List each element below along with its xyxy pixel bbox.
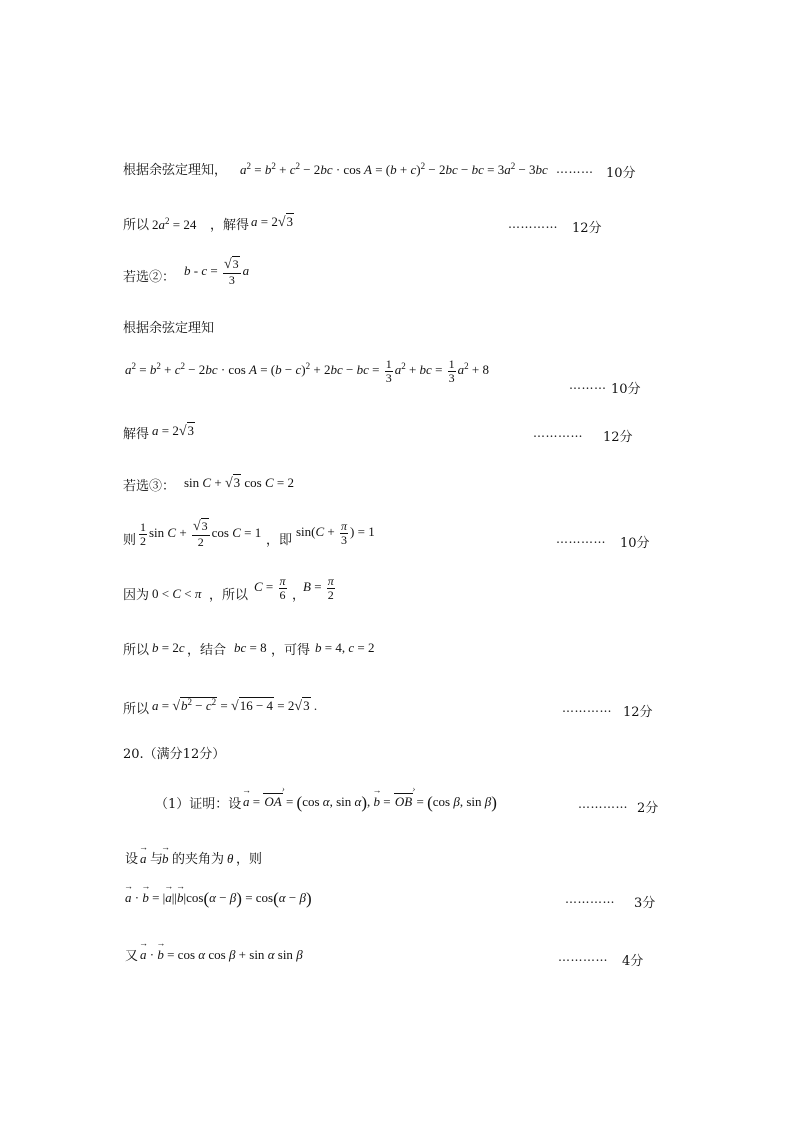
score: 3分	[634, 896, 656, 911]
formula-half-sinC: $\frac{1}{2}$ sin C + $\frac{√3}{2}$ cos C = 1	[140, 519, 262, 549]
line-proof-setup	[0, 786, 794, 826]
text-prefix: 若选③：	[123, 479, 176, 494]
score: 4分	[622, 954, 644, 969]
formula-a-sqrt: $a = √b^2 - c^2 = √16 - 4 = 2√3$ .	[152, 697, 318, 714]
text-prefix: 因为	[123, 588, 150, 603]
line-solve-a-1	[0, 205, 794, 245]
score: 12分	[572, 221, 602, 236]
formula-b-2c: b = 2c	[152, 640, 185, 655]
theta-symbol: θ	[227, 851, 234, 866]
score-dots: …………	[578, 797, 628, 811]
score: 10分	[606, 166, 636, 181]
formula-a-value: a = 2√3	[251, 214, 294, 230]
formula-2a2: $2a^2 = 24$	[152, 216, 197, 232]
text-prefix: 若选②：	[123, 270, 176, 285]
formula-c-value: C = $\frac{\pi}{6}$	[254, 574, 286, 602]
score-dots: …………	[562, 701, 612, 715]
score: 12分	[603, 430, 633, 445]
text-suffix: ，则	[236, 852, 263, 867]
score: 12分	[623, 705, 653, 720]
score-dots: …………	[533, 426, 583, 440]
formula-b-value: B = $\frac{\pi}{2}$	[303, 574, 334, 602]
line-dot-product-1	[0, 880, 794, 920]
text-mid2: ，	[292, 588, 306, 603]
formula-bc-8: bc = 8	[234, 640, 267, 655]
text-mid1: ，所以	[209, 588, 249, 603]
formula-a-squared: $a^2 = b^2 + c^2 - 2bc \cdot \cos A = (b + c)^2 - 2bc$ − bc = $3a^2 - 3bc$	[240, 161, 548, 177]
line-transform	[0, 520, 794, 560]
formula-dot-coords: → a · → b = cos α cos β + sin α sin β	[140, 948, 303, 961]
score: 2分	[637, 801, 659, 816]
text-mid2: 的夹角为	[172, 852, 225, 867]
score: 10分	[611, 382, 641, 397]
line-cosine-law-title	[0, 312, 794, 352]
text-prefix: 所以	[123, 218, 150, 233]
formula-b-c-values: b = 4, c = 2	[315, 640, 375, 655]
line-cosine-law-1	[0, 150, 794, 190]
text-mid: ，即	[266, 533, 293, 548]
text-mid1: ，结合	[187, 643, 227, 658]
formula-a-value-2: a = 2√3	[152, 423, 195, 439]
line-angle-range	[0, 575, 794, 615]
vector-b: → b	[162, 852, 169, 865]
text-mid1: 与	[150, 852, 164, 867]
formula-a-squared-2: $a^2 = b^2 + c^2 - 2bc \cdot \cos A = (b - c)^2 + 2bc$ − bc = $\frac{1}{3}$ $a^2$ + bc = $\frac{1}{3}$ $a^2 + 8$	[125, 357, 490, 385]
text-prefix: 则	[123, 533, 137, 548]
score-dots: …………	[565, 892, 615, 906]
text-prefix: 所以	[123, 643, 150, 658]
line-choice-2	[0, 258, 794, 298]
text-prefix: 设	[125, 852, 139, 867]
score-dots: …………	[508, 217, 558, 231]
line-choice-3	[0, 468, 794, 508]
score-dots: ………	[569, 378, 607, 392]
line-cosine-law-2	[0, 356, 794, 396]
text-prefix: （1）证明：设	[155, 797, 242, 812]
formula-b-minus-c: b - c = $\frac{√3}{3}$ a	[184, 257, 250, 287]
line-a-result	[0, 690, 794, 730]
text-prefix: 根据余弦定理知，	[123, 163, 228, 178]
text: 根据余弦定理知	[123, 321, 215, 336]
score: 10分	[620, 536, 650, 551]
formula-sin-shift: sin(C + $\frac{\pi}{3}$ ) = 1	[296, 519, 375, 547]
vector-a: → a	[140, 852, 147, 865]
formula-sinC: sin C + √3 cos C = 2	[184, 475, 294, 491]
score-dots: ………	[556, 162, 594, 176]
text-mid2: ，可得	[271, 643, 311, 658]
score-dots: …………	[558, 950, 608, 964]
formula-dot-product: → a · → b = |→ a||→ b|cos(α − β) = cos(α − β)	[125, 890, 312, 907]
text-mid: ，解得	[210, 218, 250, 233]
formula-vectors: → a = OA › = (cos α, sin α), → b = OB › = (cos β, sin β)	[243, 794, 497, 811]
score-dots: …………	[556, 532, 606, 546]
text-prefix: 所以	[123, 702, 150, 717]
question-heading: 20.（满分12分）	[123, 747, 226, 762]
text-prefix: 又	[125, 949, 139, 964]
line-solve-a-2	[0, 415, 794, 455]
text-prefix: 解得	[123, 427, 150, 442]
formula-c-range: 0 < C < π	[152, 586, 202, 601]
line-sides	[0, 630, 794, 670]
line-dot-product-2	[0, 940, 794, 980]
line-question-20	[0, 740, 794, 780]
